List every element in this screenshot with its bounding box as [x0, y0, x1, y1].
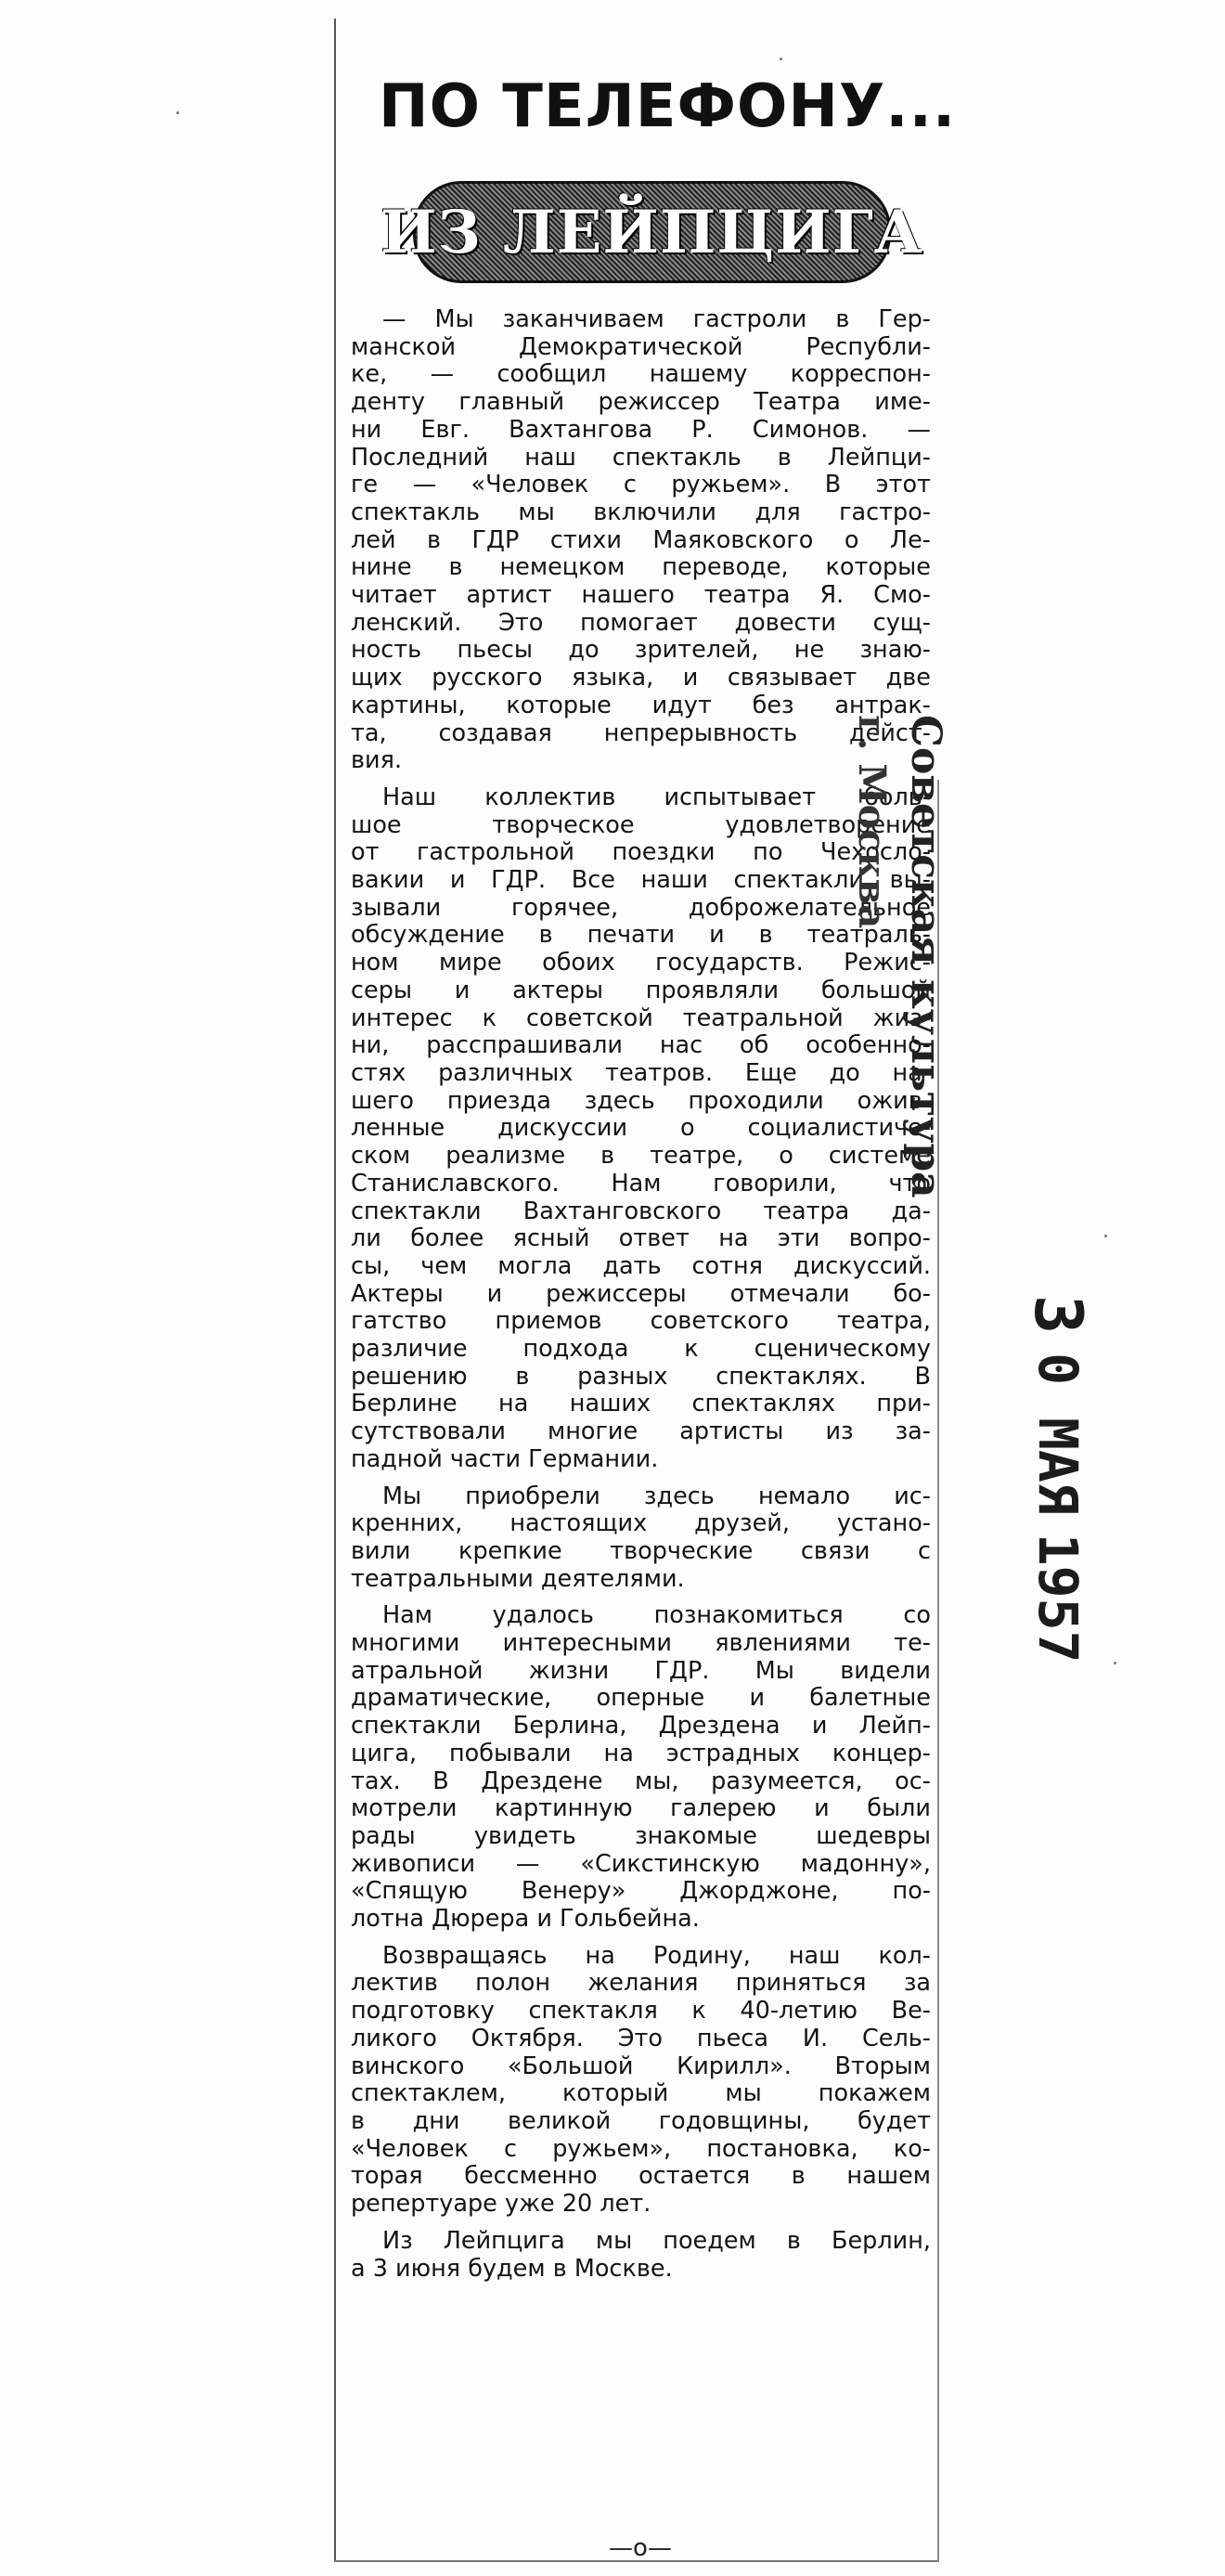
article-line: ном мире обоих государств. Режис- — [351, 949, 931, 977]
article-line: Станиславского. Нам говорили, что — [351, 1169, 931, 1197]
article-line: Мы приобрели здесь немало ис- — [382, 1482, 931, 1510]
article-line: нине в немецком переводе, которые — [351, 553, 931, 582]
article-line: сы, чем могла дать сотня дискуссий. — [351, 1251, 931, 1280]
article-line: шего приезда здесь проходили ожив- — [351, 1086, 931, 1115]
subheadline: ИЗ ЛЕЙПЦИГА — [380, 197, 923, 267]
article-line: репертуаре уже 20 лет. — [351, 2190, 651, 2219]
article-line: ском реализме в театре, о системе — [351, 1142, 931, 1171]
article-line: спектакли Вахтанговского театра да- — [351, 1197, 931, 1225]
article-line: живописи — «Сикстинскую мадонну», — [351, 1849, 931, 1878]
article-line: Берлине на наших спектаклях при- — [351, 1390, 931, 1418]
article-line: мотрели картинную галерею и были — [351, 1794, 931, 1823]
date-year: 1957 — [1026, 1533, 1090, 1663]
source-stamp — [849, 715, 961, 1198]
article-line: Нам удалось познакомиться со — [382, 1601, 931, 1630]
end-mark: —о— — [609, 2534, 672, 2562]
article-line: спектаклем, который мы покажем — [351, 2079, 931, 2108]
article-line: «Человек с ружьем», постановка, ко- — [351, 2134, 931, 2163]
headline: ПО ТЕЛЕФОНУ... — [379, 72, 957, 141]
article-line: вия. — [351, 746, 403, 775]
article-line: обсуждение в печати и в театраль- — [351, 921, 931, 950]
print-speck — [176, 111, 179, 114]
article-line: Актеры и режиссеры отмечали бо- — [351, 1279, 931, 1308]
article-line: ке, — сообщил нашему корреспон- — [351, 360, 931, 389]
article-paragraph — [351, 1483, 931, 1594]
article-line: лей в ГДР стихи Маяковского о Ле- — [351, 525, 931, 554]
article-line: зывали горячее, доброжелательное — [351, 893, 931, 922]
article-line: драматические, оперные и балетные — [351, 1684, 931, 1713]
article-paragraph — [351, 784, 931, 1474]
source-city: г. Москва — [850, 715, 894, 929]
clipping-left-edge — [334, 19, 336, 2562]
article-line: рады увидеть знакомые шедевры — [351, 1821, 931, 1850]
article-line: театральными деятелями. — [351, 1564, 685, 1593]
article-line: ность пьесы до зрителей, не знаю- — [351, 636, 931, 665]
article-line: «Спящую Венеру» Джорджоне, по- — [351, 1877, 931, 1906]
article-paragraph — [351, 2228, 931, 2283]
article-paragraph — [351, 1602, 931, 1933]
article-line: денту главный режиссер Театра име- — [351, 388, 931, 417]
article-line: та, создавая непрерывность дейст- — [351, 718, 931, 747]
article-line: манской Демократической Республи- — [351, 332, 931, 361]
article-line: атральной жизни ГДР. Мы видели — [351, 1656, 931, 1685]
article-line: в дни великой годовщины, будет — [351, 2107, 931, 2135]
print-speck — [1114, 1662, 1116, 1664]
article-line: картины, которые идут без антрак- — [351, 691, 931, 719]
print-speck — [1104, 1235, 1107, 1237]
subheadline-banner — [380, 181, 923, 283]
article-line: щих русского языка, и связывает две — [351, 664, 931, 693]
article-line: подготовку спектакля к 40-летию Ве- — [351, 1997, 931, 2026]
article-line: тах. В Дрездене мы, разумеется, ос- — [351, 1767, 931, 1795]
article-line: вакии и ГДР. Все наши спектакли вы- — [351, 866, 931, 895]
article-line: спектакль мы включили для гастро- — [351, 498, 931, 526]
article-line: цига, побывали на эстрадных концер- — [351, 1739, 931, 1767]
article-line: ни, расспрашивали нас об особенно- — [351, 1031, 931, 1060]
article-line: ленский. Это помогает довести сущ- — [351, 608, 931, 637]
article-line: Наш коллектив испытывает боль- — [382, 783, 931, 811]
article-line: серы и актеры проявляли большой — [351, 976, 931, 1004]
article-line: ге — «Человек с ружьем». В этот — [351, 471, 931, 499]
article-line: падной части Германии. — [351, 1444, 659, 1473]
article-line: сутствовали многие артисты из за- — [351, 1417, 931, 1446]
article-line: торая бессменно остается в нашем — [351, 2162, 931, 2191]
date-stamp — [1007, 1295, 1109, 1703]
article-line: вили крепкие творческие связи с — [351, 1536, 931, 1565]
article-line: а 3 июня будем в Москве. — [351, 2254, 673, 2283]
article-line: — Мы заканчиваем гастроли в Гер- — [382, 305, 931, 333]
article-line: Из Лейпцига мы поедем в Берлин, — [382, 2226, 931, 2255]
article-line: шое творческое удовлетворение — [351, 810, 931, 839]
article-line: винского «Большой Кирилл». Вторым — [351, 2052, 931, 2080]
article-line: спектакли Берлина, Дрездена и Лейп- — [351, 1712, 931, 1741]
article-line: ленные дискуссии о социалистиче- — [351, 1114, 931, 1143]
date-day: 3 — [1020, 1295, 1096, 1335]
date-month: 0 МАЯ — [1026, 1353, 1090, 1515]
article-line: от гастрольной поездки по Чехосло- — [351, 838, 931, 867]
article-line: различие подхода к сценическому — [351, 1335, 931, 1364]
article-paragraph — [351, 306, 931, 775]
article-line: кренних, настоящих друзей, устано- — [351, 1509, 931, 1538]
article-line: гатство приемов советского театра, — [351, 1307, 931, 1336]
article-line: ликого Октября. Это пьеса И. Сель- — [351, 2024, 931, 2052]
article-line: ли более ясный ответ на эти вопро- — [351, 1224, 931, 1253]
print-speck — [780, 58, 782, 60]
article-line: многими интересными явлениями те- — [351, 1629, 931, 1658]
article-body — [351, 306, 931, 2292]
article-line: стях различных театров. Еще до на- — [351, 1058, 931, 1087]
article-line: Возвращаясь на Родину, наш кол- — [382, 1941, 931, 1970]
article-line: читает артист нашего театра Я. Смо- — [351, 581, 931, 610]
article-line: ни Евг. Вахтангова Р. Симонов. — — [351, 415, 931, 444]
article-paragraph — [351, 1943, 931, 2219]
article-line: интерес к советской театральной жиз- — [351, 1003, 931, 1032]
source-newspaper: Советская культура — [902, 715, 949, 1198]
article-line: лектив полон желания приняться за — [351, 1969, 931, 1998]
article-line: лотна Дюрера и Гольбейна. — [351, 1905, 700, 1934]
article-line: Последний наш спектакль в Лейпци- — [351, 443, 931, 472]
article-line: решению в разных спектаклях. В — [351, 1362, 931, 1391]
